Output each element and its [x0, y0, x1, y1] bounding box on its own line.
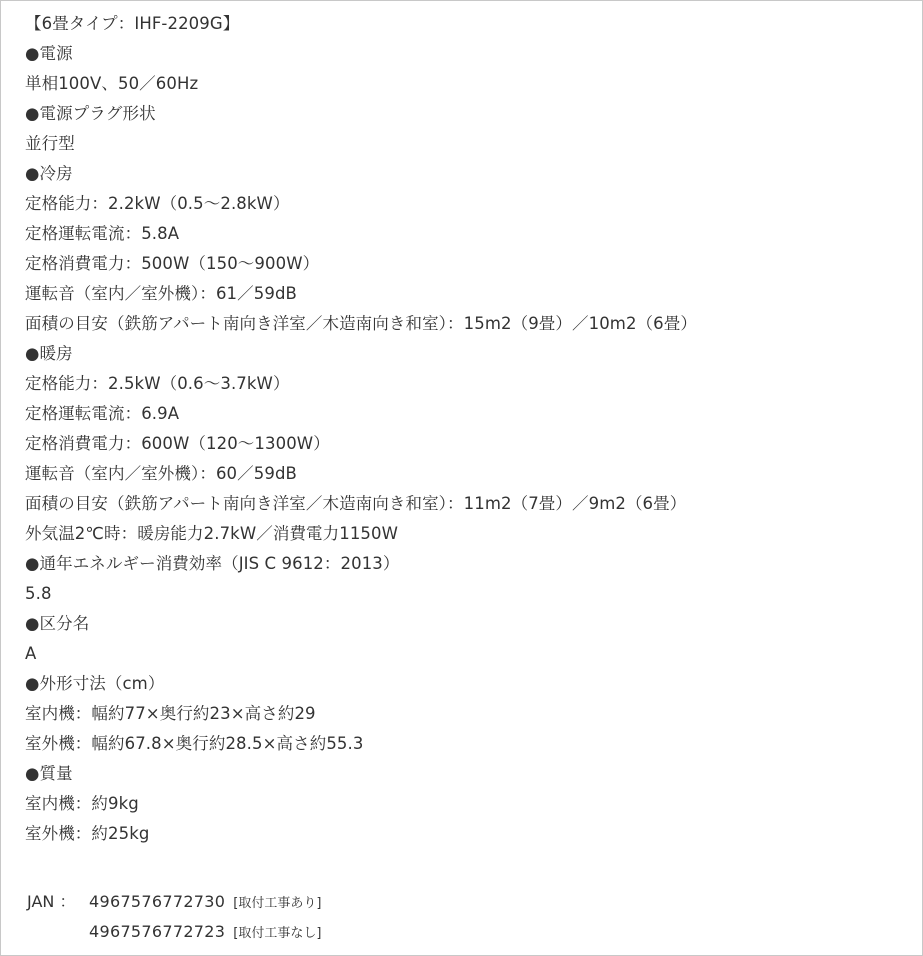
plug-shape-value: 並行型 — [25, 134, 75, 153]
section-energy-efficiency: ●通年エネルギー消費効率（JIS C 9612：2013） — [25, 554, 400, 573]
heating-low-temp: 外気温2℃時：暖房能力2.7kW／消費電力1150W — [25, 524, 399, 543]
jan-number: 4967576772723 — [89, 922, 226, 941]
jan-row — [27, 917, 321, 947]
outdoor-weight: 室外機：約25kg — [25, 824, 150, 843]
cooling-area: 面積の目安（鉄筋アパート南向き洋室／木造南向き和室）：15m2（9畳）／10m2（6畳） — [25, 314, 697, 333]
power-value: 単相100V、50／60Hz — [25, 74, 199, 93]
outdoor-dimensions: 室外機：幅約67.8×奥行約28.5×高さ約55.3 — [25, 734, 364, 753]
indoor-weight: 室内機：約9kg — [25, 794, 139, 813]
jan-row — [27, 887, 321, 917]
jan-note: [取付工事なし] — [233, 926, 322, 941]
energy-efficiency-value: 5.8 — [25, 584, 52, 603]
indoor-dimensions: 室内機：幅約77×奥行約23×高さ約29 — [25, 704, 316, 723]
section-weight: ●質量 — [25, 764, 73, 783]
cooling-noise: 運転音（室内／室外機）：61／59dB — [25, 284, 297, 303]
category-value: A — [25, 644, 37, 663]
cooling-capacity: 定格能力：2.2kW（0.5～2.8kW） — [25, 194, 290, 213]
section-heating: ●暖房 — [25, 344, 73, 363]
section-cooling: ●冷房 — [25, 164, 73, 183]
jan-label: JAN ： — [27, 892, 76, 911]
heating-current: 定格運転電流：6.9A — [25, 404, 180, 423]
spec-list — [25, 9, 914, 849]
section-plug-shape: ●電源プラグ形状 — [25, 104, 156, 123]
section-power: ●電源 — [25, 44, 73, 63]
jan-number: 4967576772730 — [89, 892, 226, 911]
section-category: ●区分名 — [25, 614, 90, 633]
cooling-current: 定格運転電流：5.8A — [25, 224, 180, 243]
jan-codes — [27, 887, 321, 947]
model-heading: 【6畳タイプ：IHF-2209G】 — [25, 14, 240, 33]
jan-note: [取付工事あり] — [233, 896, 322, 911]
heating-noise: 運転音（室内／室外機）：60／59dB — [25, 464, 297, 483]
section-dimensions: ●外形寸法（cm） — [25, 674, 165, 693]
heating-area: 面積の目安（鉄筋アパート南向き洋室／木造南向き和室）：11m2（7畳）／9m2（6畳） — [25, 494, 687, 513]
cooling-power-consumption: 定格消費電力：500W（150～900W） — [25, 254, 320, 273]
heating-capacity: 定格能力：2.5kW（0.6～3.7kW） — [25, 374, 290, 393]
heating-power-consumption: 定格消費電力：600W（120～1300W） — [25, 434, 330, 453]
